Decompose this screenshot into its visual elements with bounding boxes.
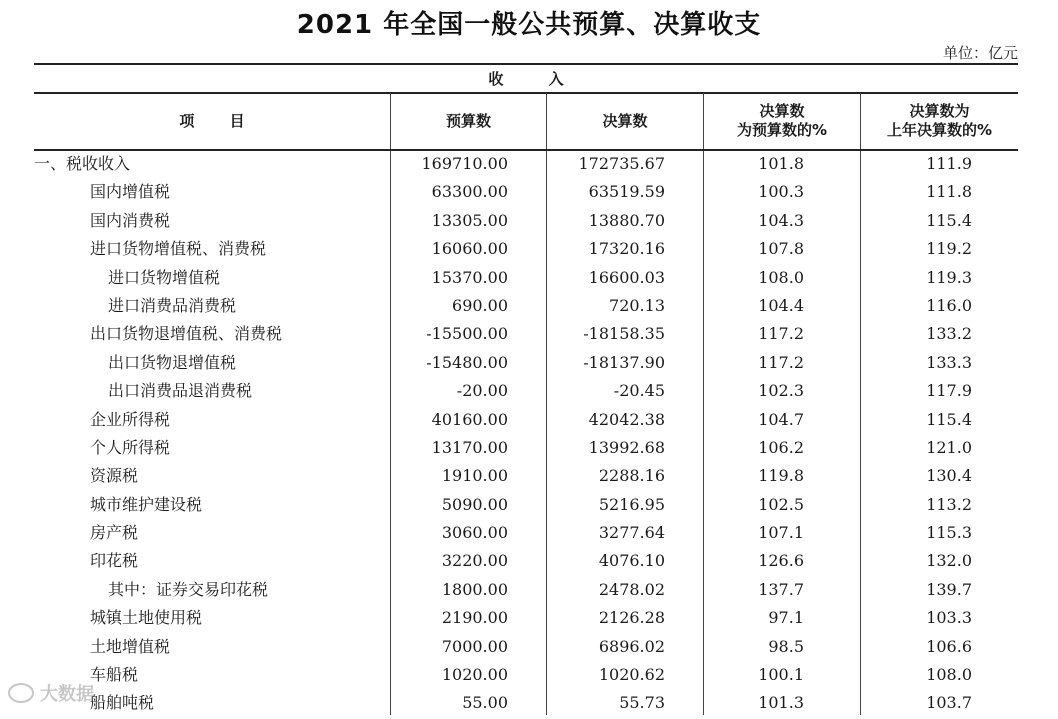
row-budget: 3060.00: [441, 523, 508, 543]
watermark: 大数据: [8, 680, 94, 706]
row-pct-last: 115.3: [926, 523, 972, 543]
table-row: [34, 520, 1018, 548]
row-pct-last: 113.2: [926, 494, 972, 514]
row-budget: 2190.00: [441, 608, 508, 628]
row-final: -18137.90: [583, 352, 665, 372]
row-pct-last: 121.0: [926, 437, 972, 457]
row-name: 个人所得税: [90, 437, 171, 457]
row-budget: 13170.00: [431, 437, 508, 457]
table-row: [34, 350, 1018, 378]
row-pct-budget: 117.2: [758, 352, 804, 372]
row-pct-budget: 104.3: [758, 210, 804, 230]
row-pct-last: 119.2: [926, 239, 972, 259]
row-pct-last: 111.9: [926, 154, 972, 173]
row-pct-budget: 101.3: [758, 693, 804, 713]
row-name: 出口货物退增值税、消费税: [90, 324, 283, 344]
row-name: 国内增值税: [90, 182, 171, 202]
row-final: 2478.02: [598, 579, 665, 599]
row-budget: 5090.00: [441, 494, 508, 514]
table-body: [34, 151, 1018, 719]
row-name: 房产税: [90, 523, 139, 543]
row-name: 城镇土地使用税: [90, 608, 203, 628]
row-budget: 15370.00: [431, 267, 508, 287]
row-pct-last: 115.4: [926, 409, 972, 429]
row-pct-budget: 108.0: [758, 267, 804, 287]
table-row: [34, 634, 1018, 662]
watermark-logo-icon: [8, 683, 34, 703]
row-pct-last: 111.8: [926, 182, 972, 202]
row-budget: -20.00: [456, 381, 508, 401]
row-name: 其中：证券交易印花税: [108, 579, 269, 599]
row-budget: 16060.00: [431, 239, 508, 259]
row-name: 出口消费品退消费税: [108, 381, 253, 401]
row-pct-budget: 102.3: [758, 381, 804, 401]
row-final: 42042.38: [588, 409, 665, 429]
table-row: [34, 548, 1018, 576]
row-pct-budget: 104.4: [758, 295, 804, 315]
row-name: 城市维护建设税: [90, 494, 203, 514]
row-budget: 63300.00: [431, 182, 508, 202]
table-row: [34, 236, 1018, 264]
row-final: 4076.10: [598, 551, 665, 571]
row-name: 进口货物增值税、消费税: [90, 239, 267, 259]
row-final: 3277.64: [598, 523, 665, 543]
row-final: 13880.70: [588, 210, 665, 230]
row-final: -20.45: [613, 381, 665, 401]
row-pct-budget: 107.8: [758, 239, 804, 259]
header-item: 项 目: [179, 111, 245, 130]
row-pct-last: 133.2: [926, 324, 972, 344]
row-name: 进口消费品消费税: [108, 295, 237, 315]
row-pct-last: 119.3: [926, 267, 972, 287]
row-name: 企业所得税: [90, 409, 171, 429]
row-pct-budget: 117.2: [758, 324, 804, 344]
row-pct-budget: 97.1: [768, 608, 804, 628]
row-name: 船舶吨税: [90, 693, 155, 713]
row-pct-last: 103.7: [926, 693, 972, 713]
row-pct-last: 130.4: [926, 466, 972, 486]
row-pct-budget: 119.8: [758, 466, 804, 486]
row-pct-last: 108.0: [926, 665, 972, 685]
row-final: 2288.16: [598, 466, 665, 486]
table-row: [34, 151, 1018, 179]
table-row: [34, 293, 1018, 321]
row-pct-budget: 126.6: [758, 551, 804, 571]
row-pct-last: 103.3: [926, 608, 972, 628]
table-row: [34, 208, 1018, 236]
row-pct-budget: 101.8: [758, 154, 804, 173]
row-budget: 1020.00: [441, 665, 508, 685]
row-pct-last: 106.6: [926, 636, 972, 656]
row-final: 6896.02: [598, 636, 665, 656]
header-budget: 预算数: [445, 111, 491, 130]
row-pct-budget: 104.7: [758, 409, 804, 429]
row-pct-last: 133.3: [926, 352, 972, 372]
table-row: [34, 179, 1018, 207]
table-row: [34, 378, 1018, 406]
row-final: 172735.67: [578, 154, 665, 173]
row-final: 720.13: [609, 295, 665, 315]
row-budget: -15480.00: [426, 352, 508, 372]
header-pct-last: 决算数为 上年决算数的%: [886, 102, 993, 139]
page-title: 2021 年全国一般公共预算、决算收支: [296, 10, 762, 40]
row-final: -18158.35: [583, 324, 665, 344]
row-name: 国内消费税: [90, 210, 171, 230]
row-pct-budget: 102.5: [758, 494, 804, 514]
row-final: 16600.03: [588, 267, 665, 287]
row-final: 1020.62: [598, 665, 665, 685]
row-pct-last: 139.7: [926, 579, 972, 599]
header-pct-budget: 决算数 为预算数的%: [736, 102, 828, 139]
table-row: [34, 321, 1018, 349]
row-final: 17320.16: [588, 239, 665, 259]
row-pct-last: 115.4: [926, 210, 972, 230]
row-budget: 13305.00: [431, 210, 508, 230]
row-name: 进口货物增值税: [108, 267, 221, 287]
row-final: 2126.28: [598, 608, 665, 628]
row-budget: 55.00: [462, 693, 508, 713]
row-pct-last: 132.0: [926, 551, 972, 571]
row-pct-budget: 106.2: [758, 437, 804, 457]
row-name: 印花税: [90, 551, 139, 571]
table-row: [34, 662, 1018, 690]
table-row: [34, 605, 1018, 633]
row-budget: 690.00: [452, 295, 508, 315]
row-final: 13992.68: [588, 437, 665, 457]
row-pct-budget: 137.7: [758, 579, 804, 599]
table-row: [34, 435, 1018, 463]
table-row: [34, 265, 1018, 293]
row-pct-last: 116.0: [926, 295, 972, 315]
row-budget: 3220.00: [441, 551, 508, 571]
row-budget: 40160.00: [431, 409, 508, 429]
table-row: [34, 407, 1018, 435]
row-name: 出口货物退增值税: [108, 352, 237, 372]
top-rule: [34, 63, 1018, 65]
row-budget: 1910.00: [441, 466, 508, 486]
unit-label: 单位：亿元: [942, 44, 1018, 62]
row-name: 车船税: [90, 665, 139, 685]
row-final: 55.73: [619, 693, 665, 713]
row-final: 5216.95: [598, 494, 665, 514]
table-row: [34, 492, 1018, 520]
row-pct-budget: 100.3: [758, 182, 804, 202]
row-pct-budget: 98.5: [768, 636, 804, 656]
row-budget: 169710.00: [421, 154, 508, 173]
header-final: 决算数: [602, 111, 648, 130]
row-final: 63519.59: [588, 182, 665, 202]
row-name: 土地增值税: [90, 636, 171, 656]
table-row: [34, 463, 1018, 491]
row-name: 资源税: [90, 466, 139, 486]
row-pct-budget: 107.1: [758, 523, 804, 543]
table-row: [34, 577, 1018, 605]
row-pct-last: 117.9: [926, 381, 972, 401]
row-pct-budget: 100.1: [758, 665, 804, 685]
row-name: 一、税收收入: [34, 154, 131, 173]
section-label: 收 入: [488, 70, 564, 88]
row-budget: 1800.00: [441, 579, 508, 599]
row-budget: -15500.00: [426, 324, 508, 344]
row-budget: 7000.00: [441, 636, 508, 656]
